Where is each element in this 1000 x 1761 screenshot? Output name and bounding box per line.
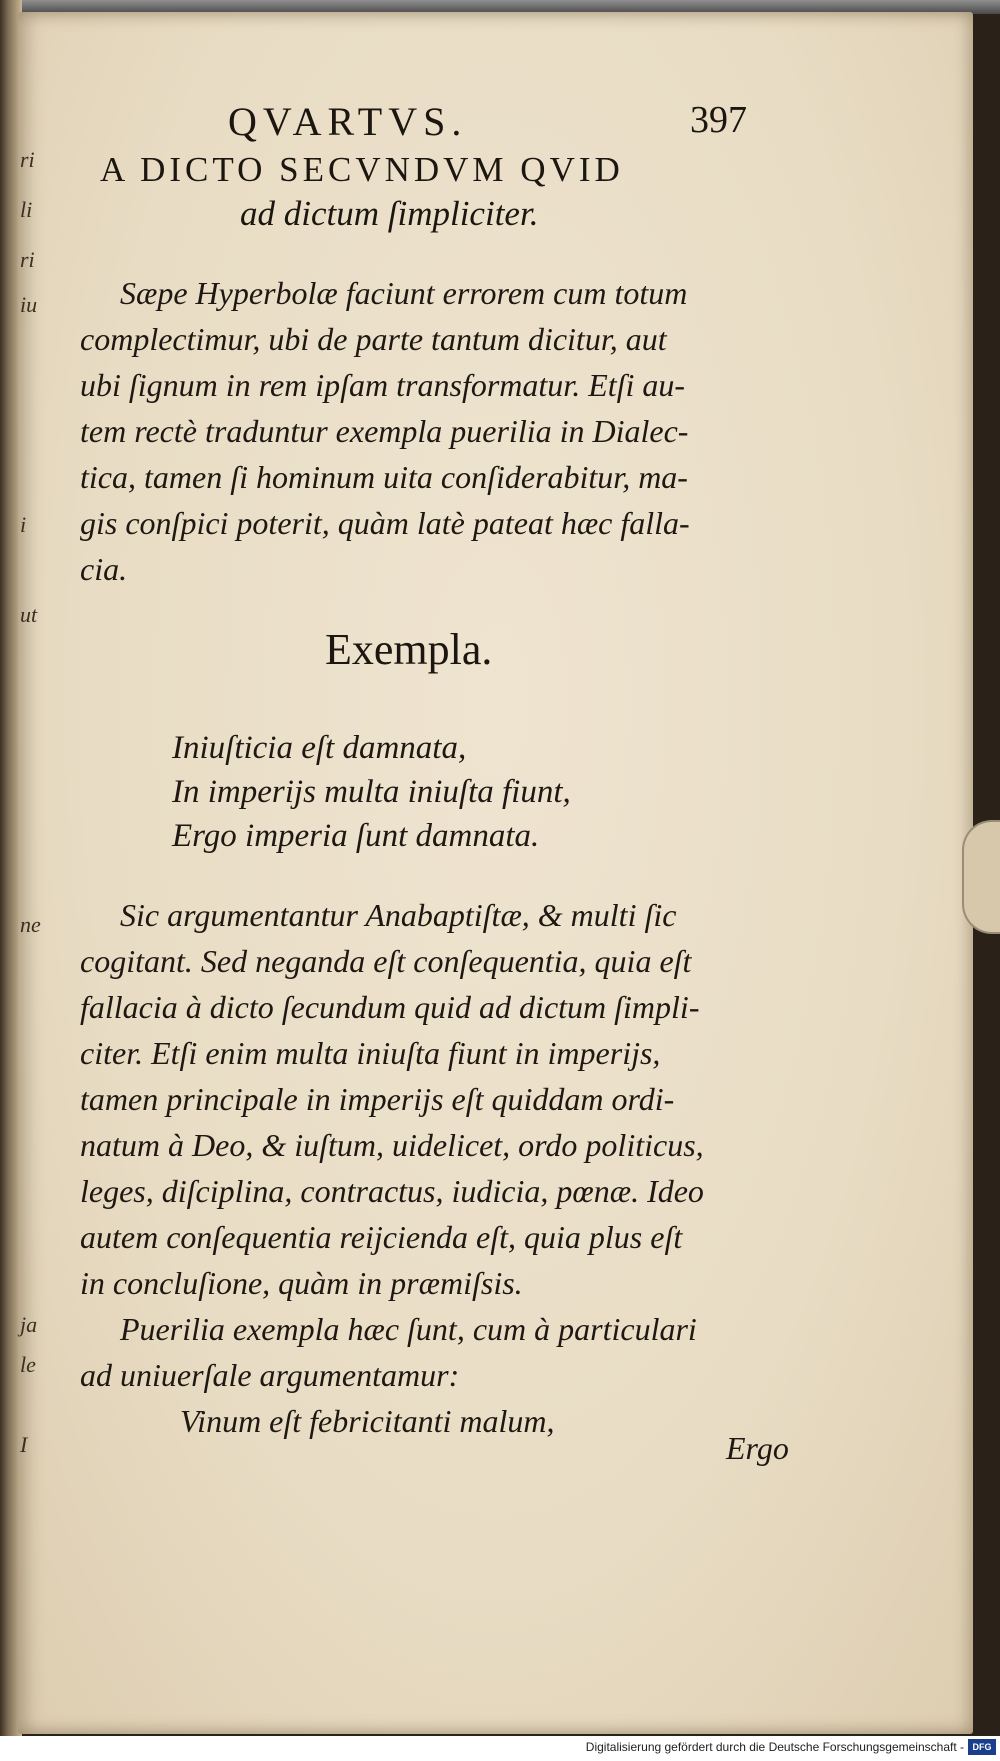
footer-credit: Digitalisierung gefördert durch die Deutsche Forschungsgemeinschaft - [585, 1740, 964, 1754]
text-line: leges, diſciplina, contractus, iudicia, pœnæ. Ideo [80, 1173, 704, 1209]
text-line: ad uniuerſale argumentamur: [80, 1357, 460, 1393]
text-line: citer. Etſi enim multa iniuſta fiunt in imperijs, [80, 1035, 661, 1071]
text-line: cogitant. Sed neganda eſt conſequentia, quia eſt [80, 943, 692, 979]
gutter-fragment: ut [20, 602, 38, 627]
text-line: ubi ſignum in rem ipſam transformatur. Etſi au- [80, 367, 686, 403]
section-subtitle: ad dictum ſimpliciter. [240, 194, 539, 233]
text-line: in concluſione, quàm in præmiſsis. [80, 1265, 523, 1301]
text-line: Sæpe Hyperbolæ faciunt errorem cum totum [120, 275, 688, 311]
gutter-fragment: le [20, 1352, 36, 1377]
syllogism-line: Iniuſticia eſt damnata, [172, 730, 467, 766]
book-page [18, 12, 973, 1734]
text-line: tica, tamen ſi hominum uita conſiderabitur, ma- [80, 459, 688, 495]
exempla-heading: Exempla. [325, 625, 493, 674]
gutter-fragment: li [20, 197, 33, 222]
paragraph-intro [80, 270, 690, 592]
gutter-fragment: ri [20, 147, 35, 172]
text-line: complectimur, ubi de parte tantum dicitur, aut [80, 321, 667, 357]
text-line: gis conſpici poterit, quàm latè pateat hæc falla- [80, 505, 690, 541]
text-line: cia. [80, 551, 128, 587]
gutter-fragment: ja [20, 1312, 38, 1337]
text-line: tamen principale in imperijs eſt quiddam ordi- [80, 1081, 675, 1117]
syllogism [172, 726, 571, 858]
text-line: Puerilia exempla hæc ſunt, cum à particulari [120, 1311, 697, 1347]
catchword: Ergo [726, 1430, 789, 1466]
digitization-footer [0, 1736, 1000, 1761]
page-number: 397 [690, 99, 747, 141]
text-line: autem conſequentia reijcienda eſt, quia plus eſt [80, 1219, 683, 1255]
page-fold-edge [962, 820, 1000, 934]
gutter-fragment: ri [20, 247, 35, 272]
gutter-fragment: I [20, 1432, 28, 1457]
text-line: Sic argumentantur Anabaptiſtæ, & multi ſic [120, 897, 677, 933]
text-line: Vinum eſt febricitanti malum, [180, 1403, 555, 1439]
paragraph-discussion [80, 892, 704, 1444]
text-line: fallacia à dicto ſecundum quid ad dictum ſimpli- [80, 989, 700, 1025]
text-line: natum à Deo, & iuſtum, uidelicet, ordo politicus, [80, 1127, 704, 1163]
gutter-fragment: ne [20, 912, 41, 937]
running-head: QVARTVS. [228, 99, 468, 144]
syllogism-line: Ergo imperia ſunt damnata. [172, 818, 540, 854]
dfg-logo-icon[interactable]: DFG [968, 1739, 996, 1755]
gutter-fragment: iu [20, 292, 38, 317]
gutter-fragment: i [20, 512, 27, 537]
section-title: A DICTO SECVNDVM QVID [100, 150, 624, 189]
text-line: tem rectè traduntur exempla puerilia in Dialec- [80, 413, 689, 449]
syllogism-line: In imperijs multa iniuſta fiunt, [172, 774, 571, 810]
